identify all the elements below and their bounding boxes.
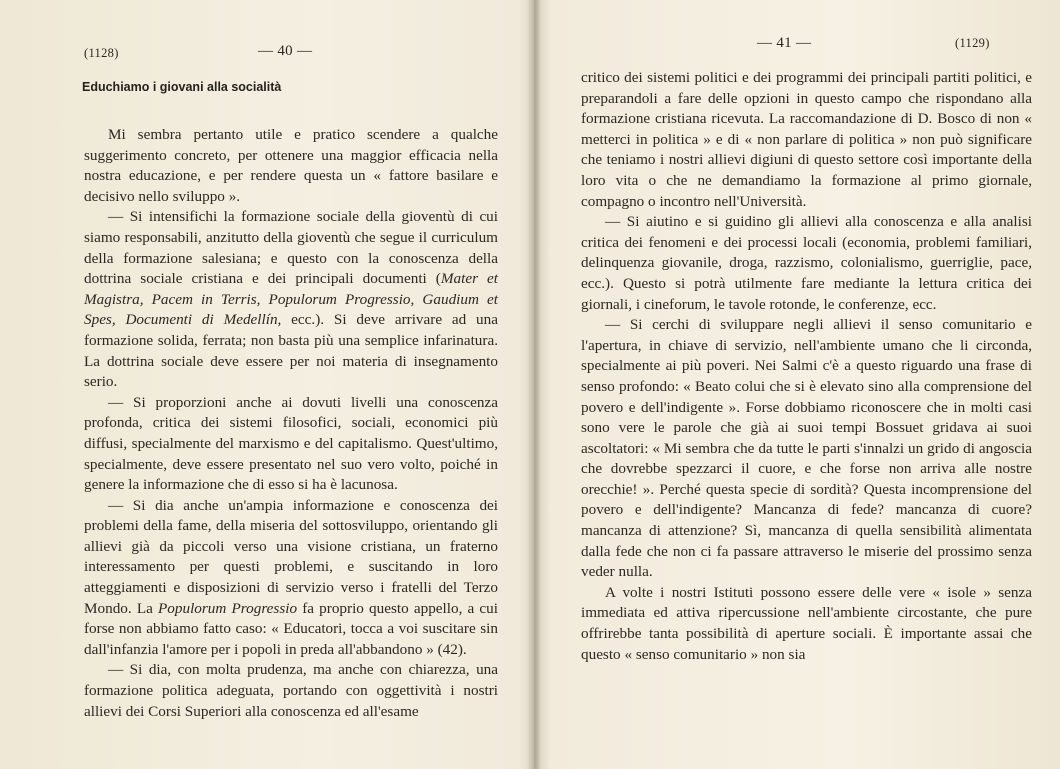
paragraph: — Si cerchi di sviluppare negli allievi il senso comunitario e l'apertura, in chiave di servizio, nell'ambiente umano che li circonda, specialmente ai più poveri. Nei Salmi c'è a questo riguardo una frase di senso profondo: « Beato colui che si è elevato sino alla comprensione del povero e dell'indigente ». Forse dobbiamo riconoscere che in molti casi sono vere le parole che già ai suoi tempi Bossuet gridava ai suoi ascoltatori: « Mi sembra che da tutte le parti s'innalzi un grido di angoscia che dovrebbe spezzarci il cuore, e che forse non arriva alle nostre orecchie! ». Perché questa specie di sordità? Questa incomprensione del povero e dell'indigente? Mancanza di fede? mancanza di cuore? mancanza di attenzione? Sì, mancanza di quella sensibilità alimentata dalla fede che non ci fa passare attraverso le miserie del prossimo senza veder nulla. <box>581 316 1032 581</box>
paragraph: A volte i nostri Istituti possono essere delle vere « isole » senza immediata ed attiva ripercussione nell'ambiente circostante, che pure offrirebbe tanta possibilità di aperture sociali. È importante assai che questo « senso comunitario » non sia <box>581 583 1032 663</box>
paragraph: — Si intensifichi la formazione sociale della gioventù di cui siamo responsabili, anzitutto della gioventù che segue il curriculum della formazione salesiana; e questo con la conoscenza della dottrina sociale cristiana e dei principali documenti (Mater et Magistra, Pacem in Terris, Populorum Progressio, Gaudium et Spes, Documenti di Medellín, ecc.). Si deve arrivare ad una formazione solida, ferrata; non basta più una semplice infarinatura. La dottrina sociale deve essere per noi materia di insegnamento serio. <box>84 208 499 391</box>
left-folio: (1128) <box>84 46 119 60</box>
paragraph: critico dei sistemi politici e dei programmi dei principali partiti politici, e preparandoli a fare delle opzioni in questo campo che rispondano alla formazione cristiana ricevuta. La raccomandazione di D. Bosco di non « metterci in politica » e di « non parlare di politica » non può significare che teniamo i nostri allievi digiuni di questo settore così importante della loro vita o che ne demandiamo la formazione al primo giornale, compagno o incontro nell'Università. <box>581 69 1032 210</box>
left-page-body <box>84 125 498 722</box>
right-page-number: — 41 — <box>757 35 812 51</box>
document-title: Populorum Progressio <box>158 599 298 617</box>
right-folio: (1129) <box>955 36 990 50</box>
paragraph: — Si proporzioni anche ai dovuti livelli una conoscenza profonda, critica dei sistemi filosofici, sociali, economici più diffusi, specialmente del marxismo e del capitalismo. Quest'ultimo, specialmente, deve essere presentato nel suo vero volto, poiché in genere la informazione che di esso si ha è lacunosa. <box>84 393 498 494</box>
right-page-body <box>581 68 1032 665</box>
paragraph: — Si aiutino e si guidino gli allievi alla conoscenza e alla analisi critica dei fenomeni e dei processi locali (economia, problemi familiari, delinquenza giovanile, droga, razzismo, colonialismo, guerriglie, pace, ecc.). Questo si potrà utilmente fare mediante la lettura critica dei giornali, i cineforum, le tavole rotonde, le conferenze, ecc. <box>581 213 1032 313</box>
right-page <box>540 0 1060 769</box>
paragraph: — Si dia anche un'ampia informazione e conoscenza dei problemi della fame, della miseria del sottosviluppo, orientando gli allievi già da piccoli verso una visione cristiana, un fraterno interessamento per questi problemi, e suscitando in loro atteggiamenti e disposizioni di servizio verso i fratelli del Terzo Mondo. La Populorum Progressio fa proprio questo appello, a cui forse non abbiamo fatto caso: « Educatori, tocca a voi suscitare sin dall'infanzia l'amore per i popoli in preda all'abbandono » (42). <box>84 496 498 658</box>
document-titles: Mater et Magistra, Pacem in Terris, Populorum Progressio, Gaudium et Spes, Documenti di Medellín, <box>84 270 499 329</box>
section-heading: Educhiamo i giovani alla socialità <box>82 80 282 94</box>
paragraph: Mi sembra pertanto utile e pratico scendere a qualche suggerimento concreto, per ottenere una maggior efficacia nella nostra educazione, e per rendere questa un « fattore basilare e decisivo nello sviluppo ». <box>84 126 498 205</box>
left-page-number: — 40 — <box>258 43 313 59</box>
paragraph: — Si dia, con molta prudenza, ma anche con chiarezza, una formazione politica adeguata, portando con oggettività i nostri allievi dei Corsi Superiori alla conoscenza ed all'esame <box>84 661 498 720</box>
